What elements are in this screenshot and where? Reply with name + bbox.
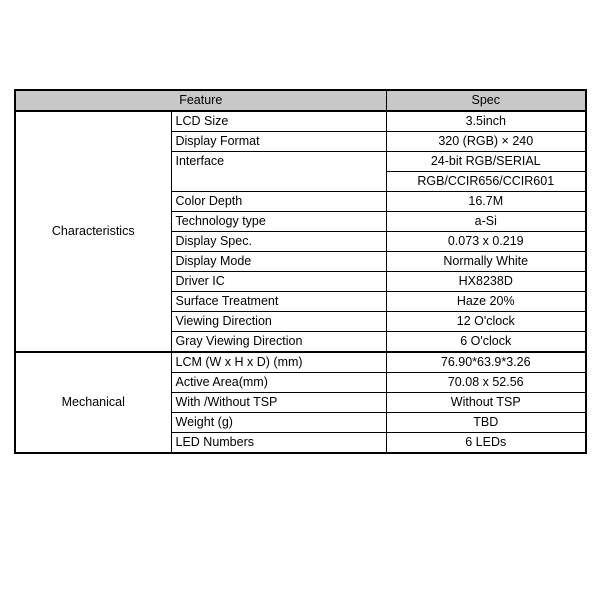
spec-cell: 6 LEDs [386, 433, 586, 454]
feature-cell: Gray Viewing Direction [171, 332, 386, 353]
spec-cell: 76.90*63.9*3.26 [386, 352, 586, 373]
spec-cell: 320 (RGB) × 240 [386, 132, 586, 152]
group-label-characteristics: Characteristics [15, 111, 171, 352]
feature-cell: Display Format [171, 132, 386, 152]
spec-cell: Without TSP [386, 393, 586, 413]
spec-cell: HX8238D [386, 272, 586, 292]
spec-header: Spec [386, 90, 586, 111]
spec-cell: 12 O'clock [386, 312, 586, 332]
spec-cell: 70.08 x 52.56 [386, 373, 586, 393]
feature-cell: LCD Size [171, 111, 386, 132]
feature-cell: LED Numbers [171, 433, 386, 454]
spec-cell-line2: RGB/CCIR656/CCIR601 [386, 172, 586, 192]
spec-cell: TBD [386, 413, 586, 433]
spec-cell: Normally White [386, 252, 586, 272]
feature-cell: Display Spec. [171, 232, 386, 252]
spec-cell: 0.073 x 0.219 [386, 232, 586, 252]
feature-cell: With /Without TSP [171, 393, 386, 413]
spec-cell: 16.7M [386, 192, 586, 212]
spec-cell: Haze 20% [386, 292, 586, 312]
spec-cell-line1: 24-bit RGB/SERIAL [386, 152, 586, 172]
spec-cell: a-Si [386, 212, 586, 232]
feature-cell: Active Area(mm) [171, 373, 386, 393]
feature-cell: LCM (W x H x D) (mm) [171, 352, 386, 373]
feature-cell: Driver IC [171, 272, 386, 292]
group-label-mechanical: Mechanical [15, 352, 171, 453]
feature-cell: Technology type [171, 212, 386, 232]
feature-cell: Surface Treatment [171, 292, 386, 312]
feature-cell: Interface [171, 152, 386, 192]
spec-cell: 3.5inch [386, 111, 586, 132]
feature-cell: Weight (g) [171, 413, 386, 433]
table-row [15, 352, 586, 373]
table-header-row [15, 90, 586, 111]
feature-header: Feature [15, 90, 386, 111]
feature-cell: Color Depth [171, 192, 386, 212]
feature-cell: Display Mode [171, 252, 386, 272]
spec-table [14, 89, 587, 454]
feature-cell: Viewing Direction [171, 312, 386, 332]
table-row [15, 111, 586, 132]
spec-cell: 6 O'clock [386, 332, 586, 353]
